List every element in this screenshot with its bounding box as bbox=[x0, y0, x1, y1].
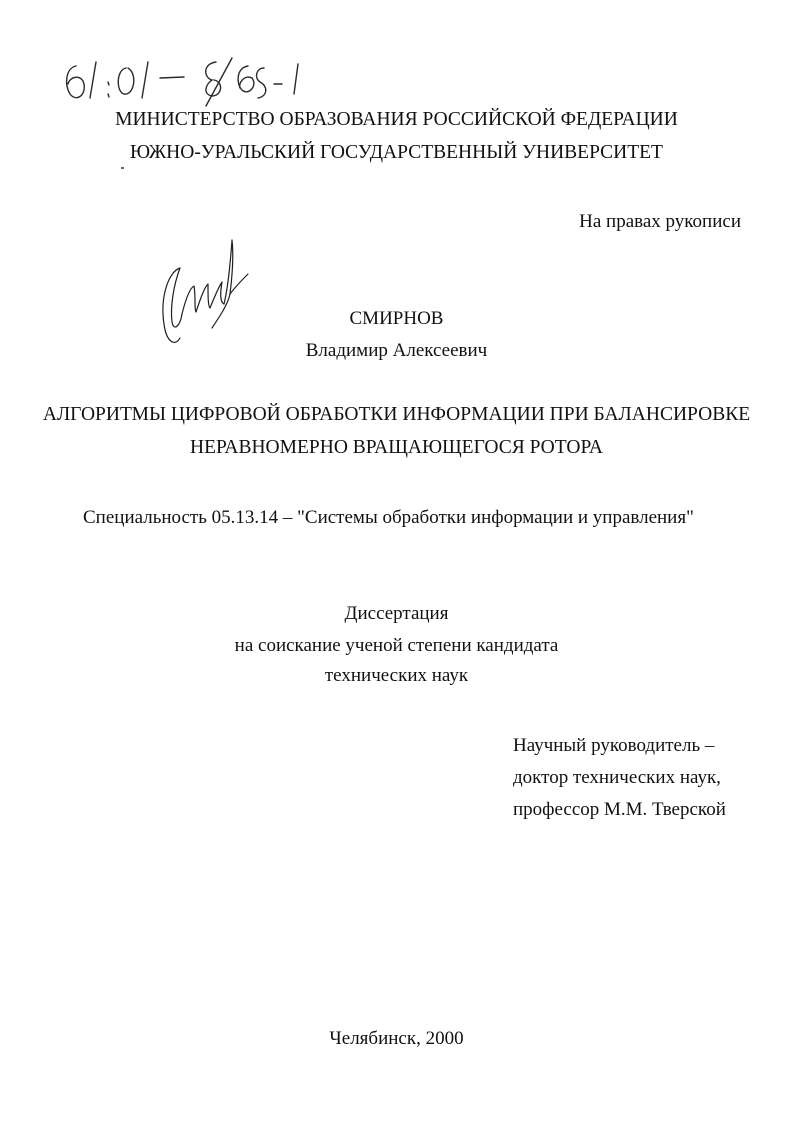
author-surname: СМИРНОВ bbox=[349, 308, 444, 329]
degree-purpose: на соискание ученой степени кандидата bbox=[234, 635, 559, 656]
city-year: Челябинск, 2000 bbox=[329, 1028, 464, 1049]
rights-note: На правах рукописи bbox=[579, 211, 741, 232]
supervisor-degree: доктор технических наук, bbox=[513, 767, 721, 788]
thesis-title-line-2: НЕРАВНОМЕРНО ВРАЩАЮЩЕГОСЯ РОТОРА bbox=[190, 437, 603, 458]
thesis-title-line-1: АЛГОРИТМЫ ЦИФРОВОЙ ОБРАБОТКИ ИНФОРМАЦИИ ПРИ БАЛАНСИРОВКЕ bbox=[42, 404, 751, 425]
signature-drawing bbox=[150, 228, 250, 356]
ministry-heading: МИНИСТЕРСТВО ОБРАЗОВАНИЯ РОССИЙСКОЙ ФЕДЕРАЦИИ bbox=[115, 109, 678, 130]
author-signature bbox=[150, 228, 250, 356]
supervisor-label: Научный руководитель – bbox=[513, 735, 715, 756]
specialty-line: Специальность 05.13.14 – "Системы обработки информации и управления" bbox=[83, 507, 694, 528]
degree-field: технических наук bbox=[324, 665, 469, 686]
author-given-names: Владимир Алексеевич bbox=[305, 340, 488, 361]
scan-speck bbox=[121, 167, 124, 169]
degree-type: Диссертация bbox=[344, 603, 449, 624]
university-heading: ЮЖНО-УРАЛЬСКИЙ ГОСУДАРСТВЕННЫЙ УНИВЕРСИТЕТ bbox=[130, 142, 663, 163]
archive-number-stamp bbox=[56, 44, 316, 114]
supervisor-name: профессор М.М. Тверской bbox=[513, 799, 726, 820]
